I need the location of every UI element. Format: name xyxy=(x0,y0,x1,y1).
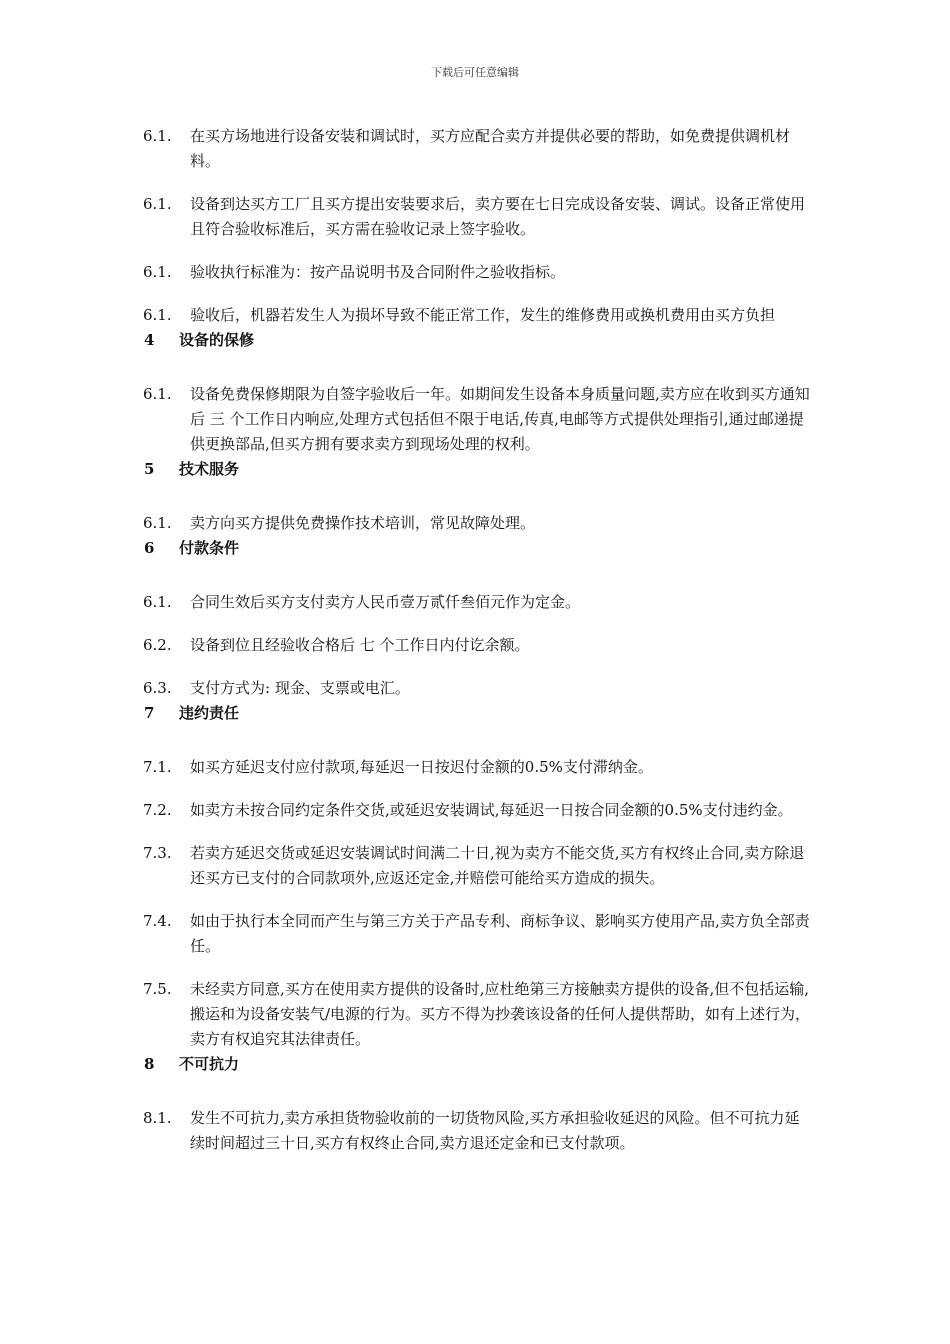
clause-warranty-period xyxy=(143,382,811,457)
section-heading-force-majeure xyxy=(143,1052,811,1077)
clause-7-2 xyxy=(143,798,811,823)
section-heading-payment xyxy=(143,536,811,561)
clause-number: 6.1. xyxy=(143,263,172,281)
clause-7-5 xyxy=(143,977,811,1052)
clause-number: 6.3. xyxy=(143,679,172,697)
clause-8-1 xyxy=(143,1106,811,1156)
section-number: 6 xyxy=(144,539,155,557)
clause-7-1 xyxy=(143,755,811,780)
clause-text: 未经卖方同意,买方在使用卖方提供的设备时,应杜绝第三方接触卖方提供的设备,但不包括运输,搬运和为设备安装气/电源的行为。买方不得为抄袭该设备的任何人提供帮助，如有上述行为，卖方有权追究其法律责任。 xyxy=(190,980,811,1048)
clause-text: 合同生效后买方支付卖方人民币壹万贰仟叁佰元作为定金。 xyxy=(190,593,581,611)
clause-number: 7.1. xyxy=(143,758,172,776)
clause-6-1-standard xyxy=(143,260,811,285)
clause-training xyxy=(143,511,811,536)
clause-number: 6.1. xyxy=(143,306,172,324)
clause-text: 设备到位且经验收合格后 七 个工作日内付讫余额。 xyxy=(190,636,530,654)
clause-number: 6.1. xyxy=(143,385,172,403)
section-title: 设备的保修 xyxy=(179,331,255,349)
clause-number: 7.2. xyxy=(143,801,172,819)
clause-text: 如由于执行本全同而产生与第三方关于产品专利、商标争议、影响买方使用产品,卖方负全部责任。 xyxy=(190,912,810,955)
clause-text: 验收执行标准为：按产品说明书及合同附件之验收指标。 xyxy=(190,263,566,281)
section-number: 5 xyxy=(144,460,155,478)
clause-text: 支付方式为: 现金、支票或电汇。 xyxy=(190,679,410,697)
clause-number: 6.1. xyxy=(143,593,172,611)
section-heading-liability xyxy=(143,701,811,726)
clause-6-1-arrival xyxy=(143,192,811,242)
section-title: 技术服务 xyxy=(179,460,240,478)
page-header: 下载后可任意编辑 xyxy=(431,66,519,79)
clause-text: 验收后，机器若发生人为损坏导致不能正常工作，发生的维修费用或换机费用由买方负担 xyxy=(190,306,776,324)
clause-number: 6.1. xyxy=(143,195,172,213)
clause-6-1-deposit xyxy=(143,590,811,615)
clause-text: 发生不可抗力,卖方承担货物验收前的一切货物风险,买方承担验收延迟的风险。但不可抗力延续时间超过三十日,买方有权终止合同,卖方退还定金和已支付款项。 xyxy=(190,1109,800,1152)
section-heading-technical-service xyxy=(143,457,811,482)
clause-text: 设备到达买方工厂且买方提出安装要求后，卖方要在七日完成设备安装、调试。设备正常使用且符合验收标准后，买方需在验收记录上签字验收。 xyxy=(190,195,806,238)
clause-number: 6.2. xyxy=(143,636,172,654)
section-number: 8 xyxy=(144,1055,155,1073)
section-title: 违约责任 xyxy=(179,704,240,722)
clause-6-1-installation xyxy=(143,124,811,174)
section-number: 7 xyxy=(144,704,155,722)
clause-number: 7.4. xyxy=(143,912,172,930)
section-title: 不可抗力 xyxy=(179,1055,240,1073)
clause-7-4 xyxy=(143,909,811,959)
section-title: 付款条件 xyxy=(179,539,240,557)
clause-text: 设备免费保修期限为自签字验收后一年。如期间发生设备本身质量问题,卖方应在收到买方通知后 三 个工作日内响应,处理方式包括但不限于电话,传真,电邮等方式提供处理指引,通过邮递提供更换部品,但买方拥有要求卖方到现场处理的权利。 xyxy=(190,385,810,453)
clause-6-3-method xyxy=(143,676,811,701)
clause-number: 6.1. xyxy=(143,514,172,532)
clause-number: 7.5. xyxy=(143,980,172,998)
clause-text: 卖方向买方提供免费操作技术培训，常见故障处理。 xyxy=(190,514,536,532)
clause-text: 如卖方未按合同约定条件交货,或延迟安装调试,每延迟一日按合同金额的0.5%支付违约金。 xyxy=(190,801,793,819)
clause-text: 在买方场地进行设备安装和调试时，买方应配合卖方并提供必要的帮助，如免费提供调机材料。 xyxy=(190,127,791,170)
clause-7-3 xyxy=(143,841,811,891)
clause-number: 6.1. xyxy=(143,127,172,145)
section-number: 4 xyxy=(144,331,155,349)
document-body xyxy=(143,124,811,1156)
clause-text: 如买方延迟支付应付款项,每延迟一日按迟付金额的0.5%支付滞纳金。 xyxy=(190,758,653,776)
section-heading-warranty xyxy=(143,328,811,353)
clause-6-1-damage xyxy=(143,303,811,328)
clause-number: 7.3. xyxy=(143,844,172,862)
clause-number: 8.1. xyxy=(143,1109,172,1127)
clause-text: 若卖方延迟交货或延迟安装调试时间满二十日,视为卖方不能交货,买方有权终止合同,卖方除退还买方已支付的合同款项外,应返还定金,并赔偿可能给买方造成的损失。 xyxy=(190,844,805,887)
clause-6-2-balance xyxy=(143,633,811,658)
